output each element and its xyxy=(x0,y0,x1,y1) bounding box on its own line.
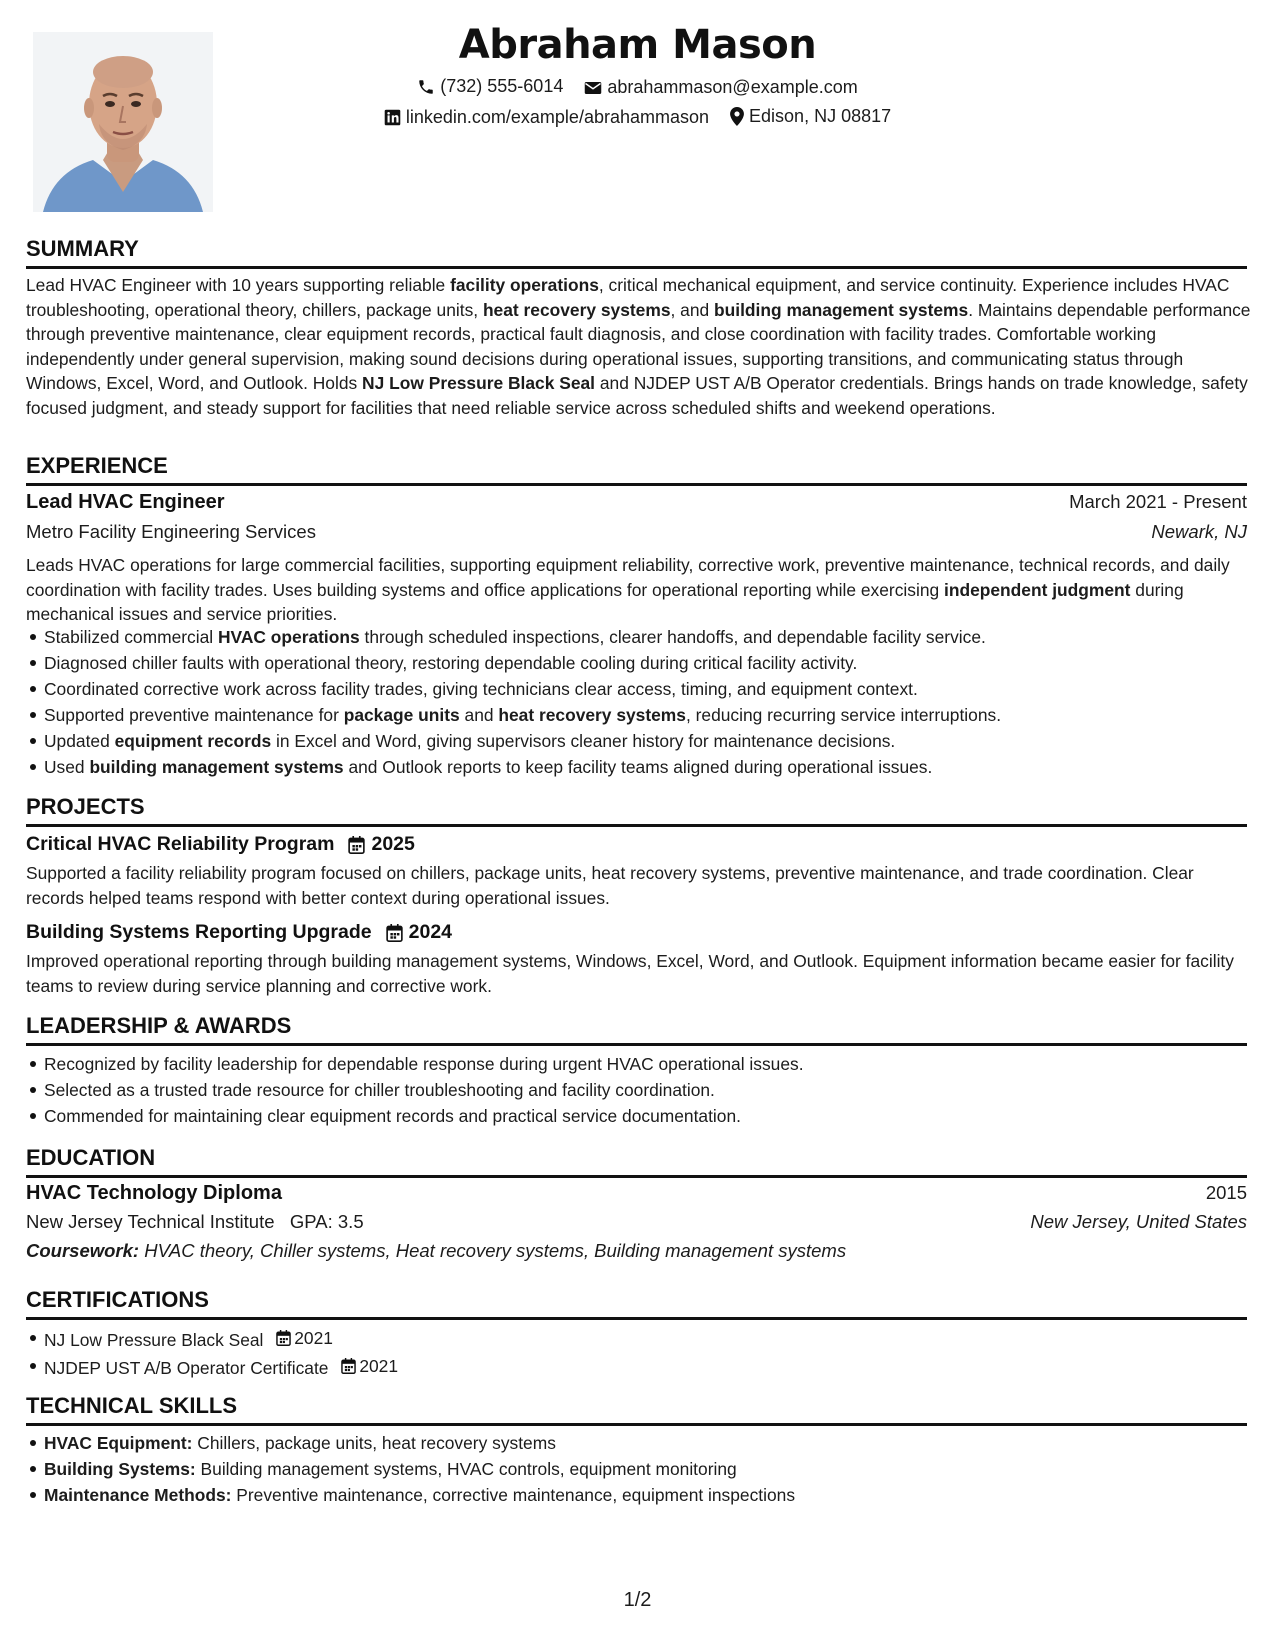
job-bullets xyxy=(26,624,1272,780)
list-item: HVAC Equipment: Chillers, package units, heat recovery systems xyxy=(44,1430,1272,1456)
degree-title: HVAC Technology Diploma xyxy=(26,1182,282,1204)
job-title: Lead HVAC Engineer xyxy=(26,491,225,513)
job-location: Newark, NJ xyxy=(1151,521,1247,542)
project-year: 2024 xyxy=(408,921,453,943)
skills-heading: TECHNICAL SKILLS xyxy=(26,1393,1247,1426)
leadership-bullets xyxy=(26,1051,1272,1129)
list-item: Maintenance Methods: Preventive maintenance, corrective maintenance, equipment inspections xyxy=(44,1482,1272,1508)
calendar-icon xyxy=(276,1330,291,1346)
phone-text: (732) 555-6014 xyxy=(440,76,564,96)
calendar-icon xyxy=(348,836,365,854)
list-item: Commended for maintaining clear equipment records and practical service documentation. xyxy=(44,1103,1272,1129)
list-item: Selected as a trusted trade resource for chiller troubleshooting and facility coordination. xyxy=(44,1077,1272,1103)
school-name: New Jersey Technical Institute xyxy=(26,1211,275,1232)
envelope-icon xyxy=(584,80,602,96)
location-text: Edison, NJ 08817 xyxy=(749,106,892,126)
job-header xyxy=(26,491,1247,514)
summary-text: Lead HVAC Engineer with 10 years supporting reliable facility operations, critical mechanical equipment, and service continuity. Experience includes HVAC troubleshooting, operational theory, chillers, package units, heat recovery systems, and building management systems. Maintains dependable performance through preventive maintenance, clear equipment records, practical fault diagnosis, and close coordination with facility trades. Comfortable working independently under general supervision, making sound decisions during operational issues, supporting transitions, and communicating status through Windows, Excel, Word, and Outlook. Holds NJ Low Pressure Black Seal and NJDEP UST A/B Operator credentials. Brings hands on trade knowledge, safety focused judgment, and steady support for facilities that need reliable service across scheduled shifts and weekend operations. xyxy=(26,275,1251,418)
skills-list xyxy=(26,1430,1272,1508)
list-item: Recognized by facility leadership for dependable response during urgent HVAC operational issues. xyxy=(44,1051,1272,1077)
calendar-icon xyxy=(341,1358,356,1374)
list-item: NJDEP UST A/B Operator Certificate 2021 xyxy=(44,1353,1272,1381)
certifications-heading: CERTIFICATIONS xyxy=(26,1287,1247,1320)
education-heading: EDUCATION xyxy=(26,1145,1247,1178)
gpa: GPA: 3.5 xyxy=(289,1211,364,1232)
education-subheader xyxy=(26,1211,1247,1233)
experience-heading: EXPERIENCE xyxy=(26,453,1247,486)
list-item: Building Systems: Building management systems, HVAC controls, equipment monitoring xyxy=(44,1456,1272,1482)
projects-heading: PROJECTS xyxy=(26,794,1247,827)
map-pin-icon xyxy=(730,107,744,126)
company-name: Metro Facility Engineering Services xyxy=(26,521,316,542)
graduation-year: 2015 xyxy=(1205,1182,1247,1203)
phone-icon xyxy=(417,78,435,96)
school-line xyxy=(26,1211,364,1233)
school-location: New Jersey, United States xyxy=(1030,1211,1247,1232)
list-item: Coordinated corrective work across facility trades, giving technicians clear access, timing, and equipment context. xyxy=(44,676,1272,702)
job-subheader xyxy=(26,521,1247,543)
coursework-list: HVAC theory, Chiller systems, Heat recovery systems, Building management systems xyxy=(139,1240,847,1261)
certification-list xyxy=(26,1325,1272,1381)
list-item: Updated equipment records in Excel and Word, giving supervisors cleaner history for maintenance decisions. xyxy=(44,728,1272,754)
project-desc-1: Supported a facility reliability program focused on chillers, package units, heat recovery systems, preventive maintenance, and trade coordination. Clear records helped teams respond with better context during operational issues. xyxy=(26,863,1194,908)
project-desc-2: Improved operational reporting through building management systems, Windows, Excel, Word, and Outlook. Equipment information became easier for facility teams to review during service planning and corrective work. xyxy=(26,951,1234,996)
project-title-2: Building Systems Reporting Upgrade 2024 xyxy=(26,921,453,943)
list-item: Diagnosed chiller faults with operational theory, restoring dependable cooling during critical facility activity. xyxy=(44,650,1272,676)
email-contact[interactable] xyxy=(584,77,857,98)
location-contact xyxy=(730,106,891,127)
candidate-name: Abraham Mason xyxy=(458,22,817,68)
list-item: Stabilized commercial HVAC operations through scheduled inspections, clearer handoffs, and dependable facility service. xyxy=(44,624,1272,650)
project-title-1: Critical HVAC Reliability Program 2025 xyxy=(26,833,415,855)
list-item: Supported preventive maintenance for package units and heat recovery systems, reducing recurring service interruptions. xyxy=(44,702,1272,728)
list-item: Used building management systems and Outlook reports to keep facility teams aligned during operational issues. xyxy=(44,754,1272,780)
job-dates: March 2021 - Present xyxy=(1069,491,1247,512)
contact-row-1 xyxy=(0,76,1275,101)
list-item: NJ Low Pressure Black Seal 2021 xyxy=(44,1325,1272,1353)
linkedin-contact[interactable] xyxy=(384,107,709,128)
page-number: 1/2 xyxy=(623,1589,652,1611)
coursework xyxy=(26,1240,1247,1262)
education-header xyxy=(26,1182,1247,1205)
linkedin-text: linkedin.com/example/abrahammason xyxy=(405,107,710,127)
calendar-icon xyxy=(386,924,403,942)
linkedin-icon xyxy=(384,109,401,126)
job-description: Leads HVAC operations for large commercial facilities, supporting equipment reliability, corrective work, preventive maintenance, technical records, and daily coordination with facility trades. Uses building systems and office applications for operational reporting while exercising independent judgment during mechanical issues and service priorities. xyxy=(26,555,1230,624)
leadership-heading: LEADERSHIP & AWARDS xyxy=(26,1013,1247,1046)
coursework-label: Coursework: xyxy=(26,1240,140,1261)
phone-contact[interactable] xyxy=(417,76,563,97)
project-year: 2025 xyxy=(371,833,415,855)
summary-heading: SUMMARY xyxy=(26,236,1247,269)
contact-row-2 xyxy=(0,106,1275,131)
email-text: abrahammason@example.com xyxy=(607,77,858,97)
